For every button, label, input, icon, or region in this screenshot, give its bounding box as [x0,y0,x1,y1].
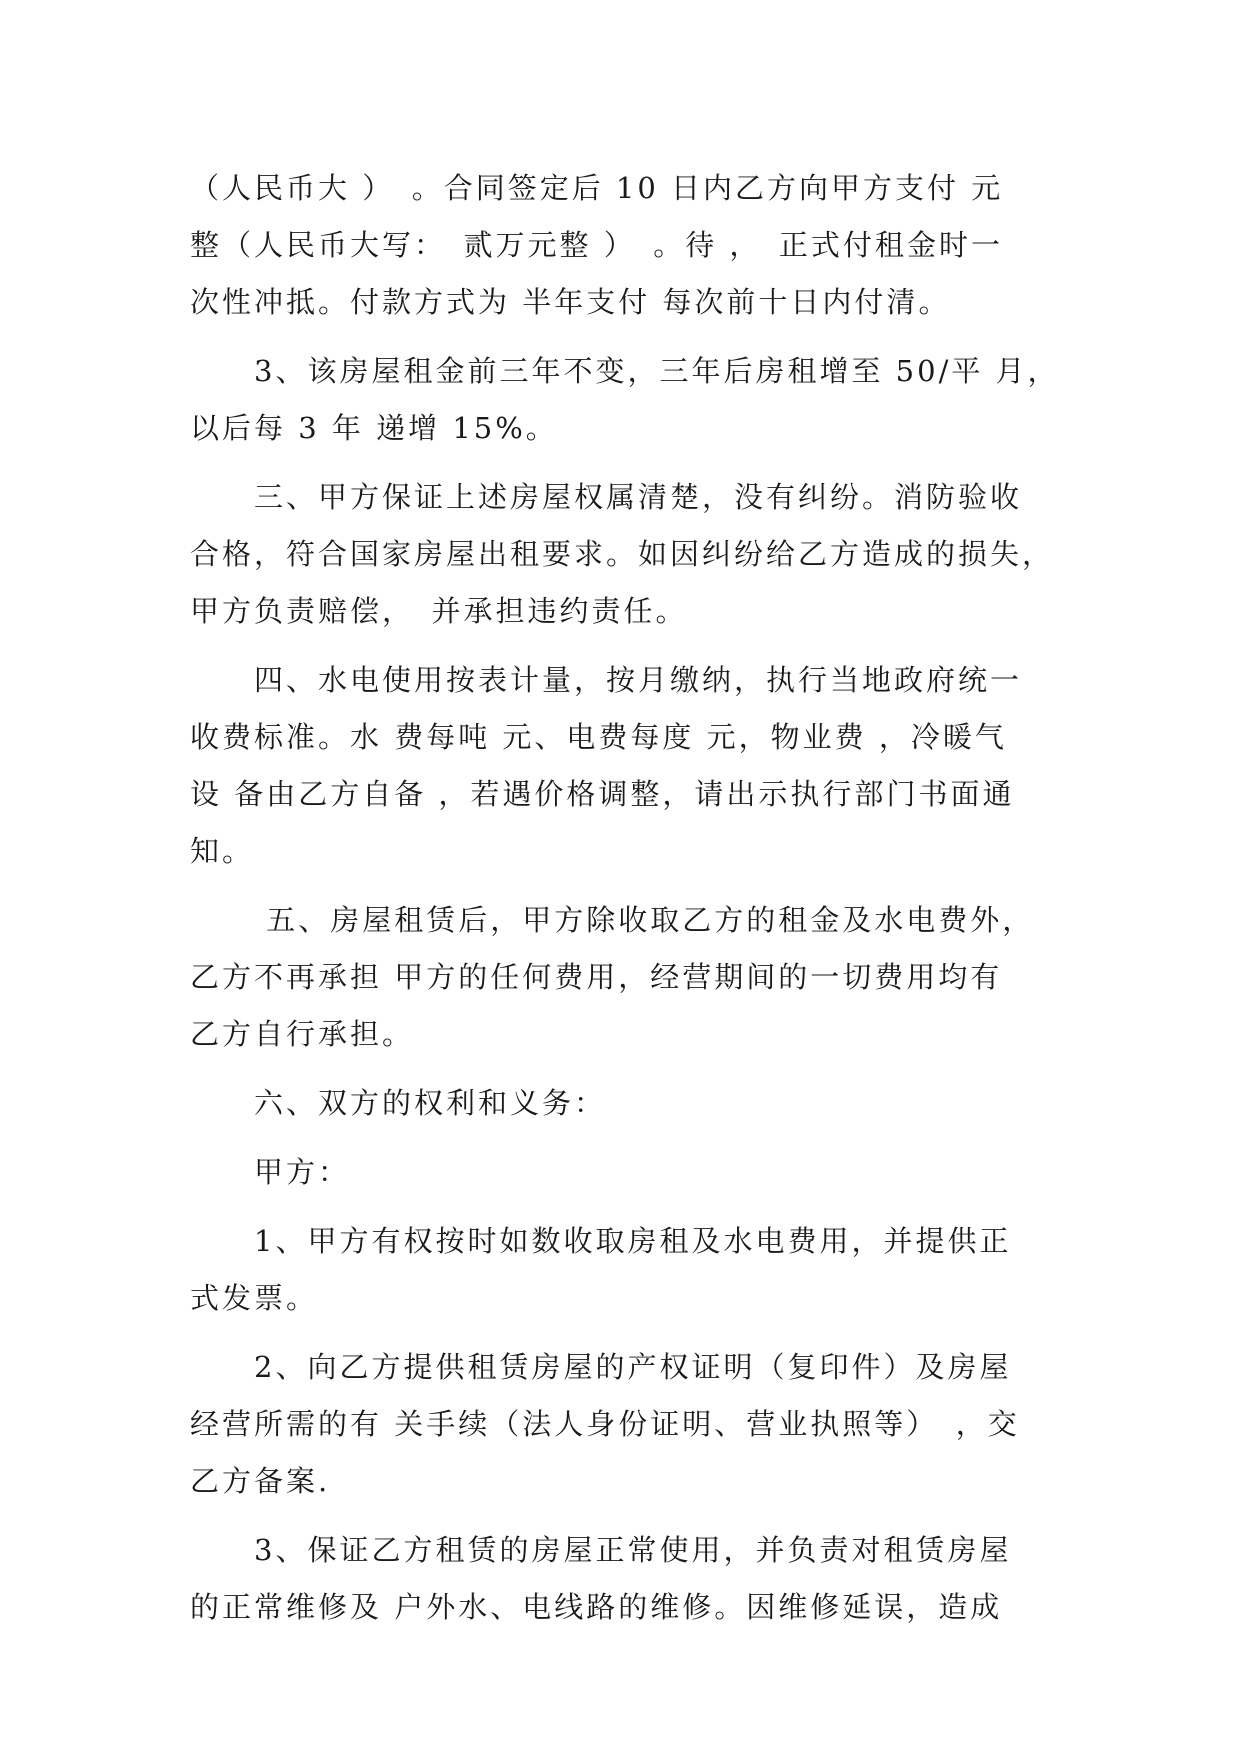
paragraph-party-a-item-2 [190,1339,1052,1510]
paragraph-gap [190,1132,1052,1144]
paragraph-gap [190,1201,1052,1213]
paragraph-section-4 [190,652,1052,880]
text-line: 乙方自行承担。 [190,1017,415,1051]
paragraph-gap [190,640,1052,652]
paragraph-gap [190,1063,1052,1075]
text-line: 甲方： [190,1155,351,1189]
paragraph-gap [190,331,1052,343]
text-line: 设 备由乙方自备 ，若遇价格调整，请出示执行部门书面通 [190,777,1015,811]
text-line: 四、水电使用按表计量，按月缴纳，执行当地政府统一 [190,663,1023,697]
paragraph-party-a-item-3 [190,1522,1052,1636]
text-line: 1、甲方有权按时如数收取房租及水电费用，并提供正 [190,1224,1012,1258]
paragraph-section-6-heading [190,1075,1052,1132]
text-line: 甲方负责赔偿， 并承担违约责任。 [190,594,688,628]
text-line: 合格，符合国家房屋出租要求。如因纠纷给乙方造成的损失， [190,537,1055,571]
text-line: 3、保证乙方租赁的房屋正常使用，并负责对租赁房屋 [190,1533,1012,1567]
text-line: 的正常维修及 户外水、电线路的维修。因维修延误，造成 [190,1590,1003,1624]
paragraph-rent-increase [190,343,1060,457]
paragraph-party-a-heading [190,1144,1052,1201]
document-body [190,160,1060,1636]
paragraph-payment-deposit [190,160,1052,331]
text-line: 收费标准。水 费每吨 元、电费每度 元，物业费 ，冷暖气 [190,720,1007,754]
text-line: 三、甲方保证上述房屋权属清楚，没有纠纷。消防验收 [190,480,1023,514]
text-line: 整（人民币大写： 贰万元整 ） 。待 ， 正式付租金时一 [190,228,1003,262]
text-line: 式发票。 [190,1281,319,1315]
text-line: 知。 [190,834,255,868]
text-line: 3、该房屋租金前三年不变，三年后房租增至 50/平 月， [190,354,1060,388]
paragraph-gap [190,1510,1052,1522]
text-line: 以后每 3 年 递增 15%。 [190,411,558,445]
text-line: 六、双方的权利和义务： [190,1086,607,1120]
text-line: （人民币大 ） 。合同签定后 10 日内乙方向甲方支付 元 [190,171,1004,205]
text-line: 五、房屋租赁后，甲方除收取乙方的租金及水电费外， [190,903,1035,937]
paragraph-gap [190,880,1052,892]
text-line: 乙方不再承担 甲方的任何费用，经营期间的一切费用均有 [190,960,1003,994]
paragraph-gap [190,1327,1052,1339]
paragraph-section-3 [190,469,1055,640]
text-line: 经营所需的有 关手续（法人身份证明、营业执照等） ，交 [190,1407,1020,1441]
paragraph-party-a-item-1 [190,1213,1052,1327]
text-line: 次性冲抵。付款方式为 半年支付 每次前十日内付清。 [190,285,951,319]
paragraph-section-5 [190,892,1052,1063]
text-line: 2、向乙方提供租赁房屋的产权证明（复印件）及房屋 [190,1350,1012,1384]
text-line: 乙方备案. [190,1464,331,1498]
paragraph-gap [190,457,1052,469]
